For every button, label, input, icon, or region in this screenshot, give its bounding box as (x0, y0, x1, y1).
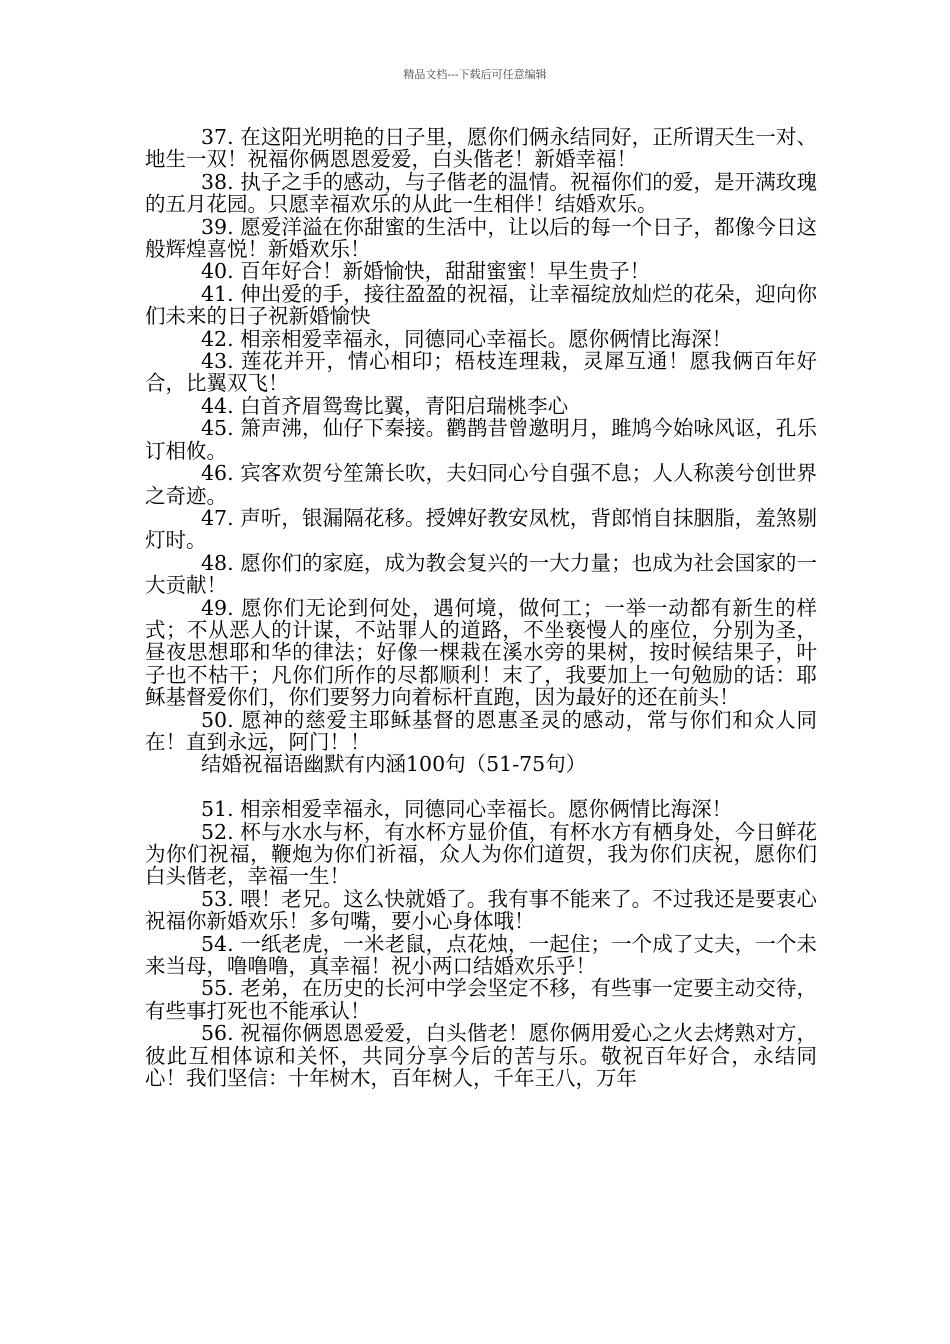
page-header: 精品文档---下载后可任意编辑 (403, 68, 547, 81)
paragraph-41: 41. 伸出爱的手，接往盈盈的祝福，让幸福绽放灿烂的花朵，迎向你们未来的日子祝新婚愉快 (145, 281, 817, 329)
paragraph-43: 43. 莲花并开，情心相印；梧枝连理栽，灵犀互通！愿我俩百年好合，比翼双飞！ (145, 349, 817, 396)
paragraph-47: 47. 声听，银漏隔花移。授婢好教安凤枕，背郎悄自抹胭脂，羞煞剔灯时。 (145, 505, 817, 553)
paragraph-39: 39. 愿爱洋溢在你甜蜜的生活中，让以后的每一个日子，都像今日这般辉煌喜悦！新婚欢乐！ (145, 214, 817, 262)
paragraph-49: 49. 愿你们无论到何处，遇何境，做何工；一举一动都有新生的样式；不从恶人的计谋，不站罪人的道路，不坐亵慢人的座位，分别为圣，昼夜思想耶和华的律法；好像一棵栽在溪水旁的果树，按时候结果子，叶子也不枯干；凡你们所作的尽都顺利！末了，我要加上一句勉励的话：耶稣基督爱你们，你们要努力向着标杆直跑，因为最好的还在前头！ (145, 595, 817, 710)
document-body (145, 126, 817, 1089)
paragraph-38: 38. 执子之手的感动，与子偕老的温情。祝福你们的爱，是开满玫瑰的五月花园。只愿幸福欢乐的从此一生相伴！结婚欢乐。 (145, 169, 817, 217)
paragraph-55: 55. 老弟，在历史的长河中学会坚定不移，有些事一定要主动交待，有些事打死也不能承认！ (145, 976, 817, 1023)
paragraph-52: 52. 杯与水水与杯，有水杯方显价值，有杯水方有栖身处，今日鲜花为你们祝福，鞭炮为你们祈福，众人为你们道贺，我为你们庆祝，愿你们白头偕老，幸福一生！ (145, 819, 817, 889)
paragraph-40: 40. 百年好合！新婚愉快，甜甜蜜蜜！早生贵子！ (201, 259, 651, 284)
paragraph-48: 48. 愿你们的家庭，成为教会复兴的一大力量；也成为社会国家的一大贡献！ (145, 550, 817, 598)
paragraph-46: 46. 宾客欢贺兮笙箫长吹，夫妇同心兮自强不息；人人称羡兮创世界之奇迹。 (145, 461, 817, 508)
section-heading: 结婚祝福语幽默有内涵100句（51-75句） (201, 752, 587, 777)
paragraph-54: 54. 一纸老虎，一米老鼠，点花烛，一起住；一个成了丈夫，一个未来当母，噜噜噜，真幸福！祝小两口结婚欢乐乎！ (145, 931, 817, 979)
paragraph-56: 56. 祝福你俩恩恩爱爱，白头偕老！愿你俩用爱心之火去烤熟对方，彼此互相体谅和关怀，共同分享今后的苦与乐。敬祝百年好合，永结同心！我们坚信：十年树木，百年树人，千年王八，万年 (145, 1021, 817, 1091)
blank-line (145, 776, 817, 798)
paragraph-50: 50. 愿神的慈爱主耶稣基督的恩惠圣灵的感动，常与你们和众人同在！直到永远，阿门！！ (145, 707, 817, 754)
paragraph-45: 45. 箫声沸，仙仔下秦接。鹳鹊昔曾邀明月，雎鸠今始咏风讴，孔乐订相攸。 (145, 416, 817, 463)
paragraph-42: 42. 相亲相爱幸福永，同德同心幸福长。愿你俩情比海深！ (201, 326, 733, 351)
paragraph-51: 51. 相亲相爱幸福永，同德同心幸福长。愿你俩情比海深！ (201, 797, 733, 822)
paragraph-53: 53. 喂！老兄。这么快就婚了。我有事不能来了。不过我还是要衷心祝福你新婚欢乐！多句嘴，要小心身体哦！ (145, 886, 817, 934)
paragraph-44: 44. 白首齐眉鸳鸯比翼，青阳启瑞桃李心 (201, 393, 569, 418)
paragraph-37: 37. 在这阳光明艳的日子里，愿你们俩永结同好，正所谓天生一对、地生一双！祝福你俩恩恩爱爱，白头偕老！新婚幸福！ (145, 125, 817, 172)
